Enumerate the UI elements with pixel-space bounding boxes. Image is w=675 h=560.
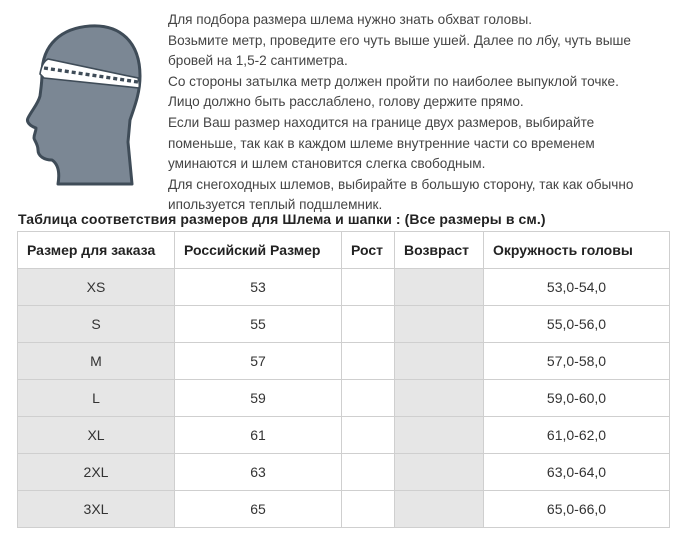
intro-line: уминаются и шлем становится слегка свободным.	[168, 156, 486, 172]
table-cell	[395, 269, 484, 306]
table-cell	[395, 454, 484, 491]
table-cell	[342, 454, 395, 491]
table-cell	[342, 380, 395, 417]
table-cell	[395, 343, 484, 380]
table-cell: 65	[175, 491, 342, 528]
table-cell: 57	[175, 343, 342, 380]
table-row	[18, 454, 670, 491]
table-header-row	[18, 232, 670, 269]
table-cell: 61	[175, 417, 342, 454]
table-cell	[342, 343, 395, 380]
table-cell: 63,0-64,0	[484, 454, 670, 491]
table-cell: S	[18, 306, 175, 343]
intro-line: Если Ваш размер находится на границе двух размеров, выбирайте	[168, 114, 595, 130]
table-cell	[342, 306, 395, 343]
table-title: Таблица соответствия размеров для Шлема и шапки : (Все размеры в см.)	[18, 211, 546, 227]
table-cell: 55,0-56,0	[484, 306, 670, 343]
table-cell	[395, 380, 484, 417]
table-cell	[342, 417, 395, 454]
column-header: Размер для заказа	[18, 232, 175, 269]
table-cell: 2XL	[18, 454, 175, 491]
table-row	[18, 306, 670, 343]
table-cell: 53,0-54,0	[484, 269, 670, 306]
intro-line: Для снегоходных шлемов, выбирайте в большую сторону, так как обычно	[168, 176, 634, 192]
intro-line: Лицо должно быть расслаблено, голову держите прямо.	[168, 94, 524, 110]
intro-line: Возьмите метр, проведите его чуть выше ушей. Далее по лбу, чуть выше	[168, 32, 631, 48]
table-cell: 61,0-62,0	[484, 417, 670, 454]
intro-line: ипользуется теплый подшлемник.	[168, 197, 383, 213]
table-row	[18, 269, 670, 306]
column-header: Возвраст	[395, 232, 484, 269]
size-table	[17, 231, 670, 528]
table-cell	[395, 491, 484, 528]
table-cell: XS	[18, 269, 175, 306]
table-cell: 53	[175, 269, 342, 306]
intro-text	[168, 10, 668, 216]
intro-line: поменьше, так как в каждом шлеме внутренние части со временем	[168, 135, 595, 151]
column-header: Окружность головы	[484, 232, 670, 269]
column-header: Рост	[342, 232, 395, 269]
intro-line: Для подбора размера шлема нужно знать обхват головы.	[168, 12, 532, 27]
head-measure-icon	[18, 14, 156, 186]
column-header: Российский Размер	[175, 232, 342, 269]
table-cell: 65,0-66,0	[484, 491, 670, 528]
table-row	[18, 343, 670, 380]
table-cell	[395, 306, 484, 343]
table-cell: M	[18, 343, 175, 380]
table-cell: 3XL	[18, 491, 175, 528]
table-cell	[342, 269, 395, 306]
table-cell	[395, 417, 484, 454]
table-row	[18, 417, 670, 454]
table-cell: XL	[18, 417, 175, 454]
intro-line: бровей на 1,5-2 сантиметра.	[168, 53, 348, 69]
table-cell	[342, 491, 395, 528]
table-cell: 55	[175, 306, 342, 343]
table-cell: 59	[175, 380, 342, 417]
table-row	[18, 380, 670, 417]
table-row	[18, 491, 670, 528]
table-cell: L	[18, 380, 175, 417]
table-cell: 57,0-58,0	[484, 343, 670, 380]
intro-line: Со стороны затылка метр должен пройти по наиболее выпуклой точке.	[168, 73, 619, 89]
table-cell: 63	[175, 454, 342, 491]
table-cell: 59,0-60,0	[484, 380, 670, 417]
